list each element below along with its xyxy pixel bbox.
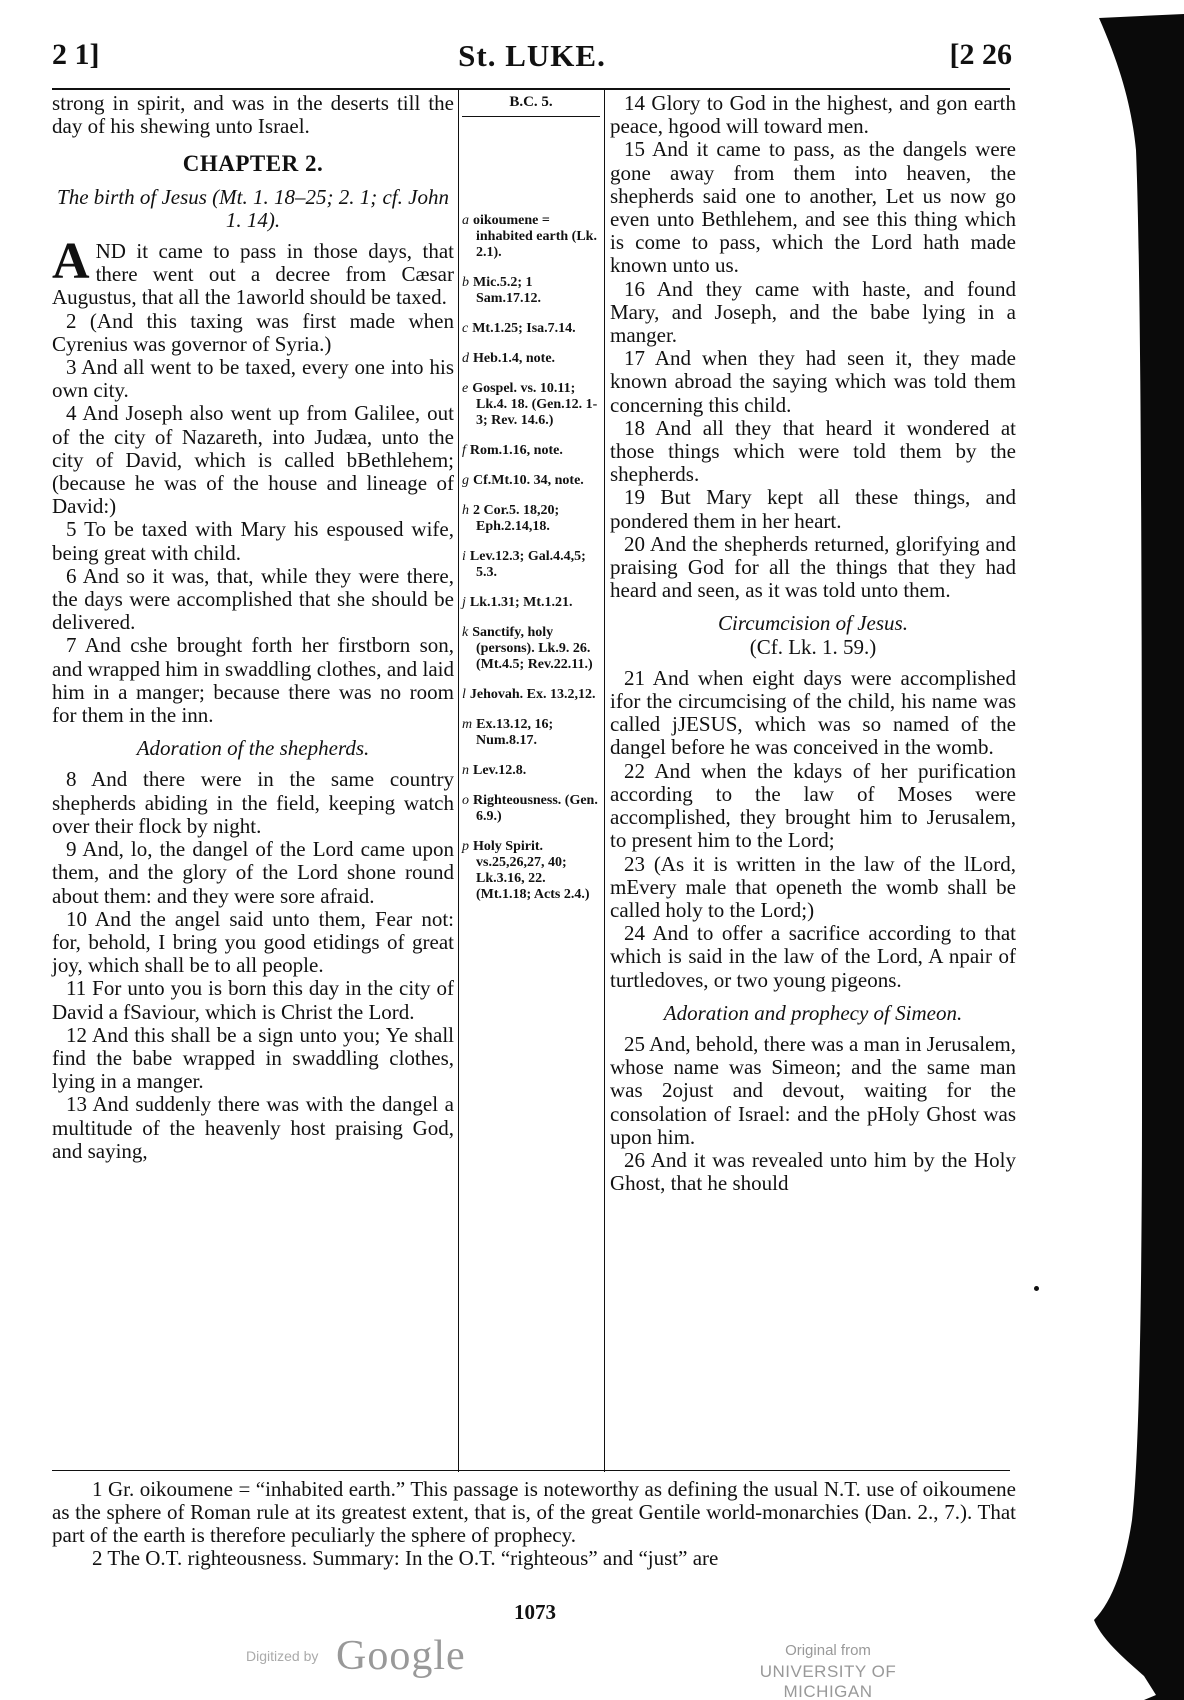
margin-note [462,549,600,581]
verse-26: 26 And it was revealed unto him by the Holy Ghost, that he should [610,1147,1016,1196]
footnote-2: 2 The O.T. righteousness. Summary: In the O.T. “righteous” and “just” are [92,1546,719,1570]
note-letter: h [462,503,469,518]
verse-5: 5 To be taxed with Mary his espoused wife, being great with child. [52,517,454,565]
margin-note [462,381,600,429]
margin-note [462,793,600,825]
verse-16: 16 And they came with haste, and found Mary, and Joseph, and the babe lying in a manger. [610,276,1016,348]
page-edge-shadow [1044,0,1184,1700]
note-text: Cf.Mt.10. 34, note. [473,473,584,488]
verse-6: 6 And so it was, that, while they were there, the days were accomplished that she should be delivered. [52,563,454,635]
verse-12: 12 And this shall be a sign unto you; Ye shall find the babe wrapped in swaddling clothes, lying in a manger. [52,1022,454,1094]
verse-1-text: ND it came to pass in those days, that there went out a decree from Cæsar Augustus, that all the 1aworld should be taxed. [52,239,454,310]
margin-note [462,839,600,903]
running-header [52,38,1012,78]
note-letter: f [462,443,466,458]
note-text: Lk.1.31; Mt.1.21. [469,595,573,610]
chapter-heading: CHAPTER 2. [182,151,324,177]
note-letter: i [462,549,466,564]
note-letter: n [462,763,469,778]
margin-note [462,503,600,535]
right-text-column [610,92,1016,1195]
verse-18: 18 And all they that heard it wondered at those things which were told them by the shepherds. [610,415,1016,487]
note-letter: b [462,275,469,290]
column-divider-left [458,90,459,1472]
note-text: Righteousness. (Gen. 6.9.) [473,793,598,824]
margin-note [462,687,600,703]
margin-note [462,275,600,307]
margin-note [462,473,600,489]
margin-note [462,625,600,673]
original-from-label: Original from [785,1642,871,1659]
note-text: Holy Spirit. vs.25,26,27, 40; Lk.3.16, 22. (Mt.1.18; Acts 2.4.) [473,839,590,902]
stray-mark [1034,1286,1039,1291]
note-letter: g [462,473,469,488]
note-letter: o [462,793,469,808]
section-heading-circumcision: Circumcision of Jesus. [718,611,908,636]
verse-8: 8 And there were in the same country shepherds abiding in the field, keeping watch over their flock by night. [52,767,454,838]
margin-note [462,443,600,459]
verse-3: 3 And all went to be taxed, every one into his own city. [52,355,454,403]
note-letter: m [462,717,473,732]
margin-date: B.C. 5. [462,92,600,117]
verse-24: 24 And to offer a sacrifice according to that which is said in the law of the Lord, A npair of turtledoves, or two young pigeons. [610,921,1016,992]
verse-15: 15 And it came to pass, as the dangels were gone away from them into heaven, the shepherds said one to another, Let us now go even unto Bethlehem, and see this thing which is come to pass, which the Lord hath made known unto us. [610,137,1016,278]
verse-continuation: strong in spirit, and was in the deserts till the day of his shewing unto Israel. [52,91,454,139]
margin-note [462,321,600,337]
margin-note [462,351,600,367]
note-letter: p [462,839,469,854]
verse-2: 2 (And this taxing was first made when Cyrenius was governor of Syria.) [52,308,454,356]
verse-1 [52,233,454,310]
note-text: oikoumene = inhabited earth (Lk. 2.1). [473,213,597,260]
note-letter: a [462,213,469,228]
footnote-1: 1 Gr. oikoumene = “inhabited earth.” This passage is noteworthy as defining the usual N.T. use of oikoumene as the sphere of Roman rule at its greatest extent, that is, of the great Gentile world-monarchies (Dan. 2., 7.). That part of the earth is therefore peculiarly the sphere of prophecy. [52,1477,1016,1547]
verse-10: 10 And the angel said unto them, Fear not: for, behold, I bring you good etidings of great joy, which shall be to all people. [52,906,454,978]
note-letter: e [462,381,469,396]
note-text: Ex.13.12, 16; Num.8.17. [476,717,554,748]
section-heading-circumcision-ref: (Cf. Lk. 1. 59.) [749,634,877,659]
left-text-column [52,92,454,1163]
note-text: Lev.12.8. [473,763,527,778]
verse-7: 7 And cshe brought forth her firstborn son, and wrapped him in swaddling clothes, and laid him in a manger; because there was no room for them in the inn. [52,633,454,728]
verse-22: 22 And when the kdays of her purification according to the law of Moses were accomplished, they brought him to Jerusalem, to present him to the Lord; [610,758,1016,853]
note-letter: k [462,625,469,640]
margin-note [462,763,600,779]
margin-references [462,92,600,917]
margin-note [462,595,600,611]
note-text: Mic.5.2; 1 Sam.17.12. [473,275,541,306]
verse-20: 20 And the shepherds returned, glorifying and praising God for all the things that they had heard and seen, as it was told unto them. [610,531,1016,603]
note-text: Jehovah. Ex. 13.2,12. [469,687,596,702]
verse-4: 4 And Joseph also went up from Galilee, out of the city of Nazareth, into Judæa, unto the city of David, which is called bBethlehem; (because he was of the house and lineage of David:) [52,401,454,519]
section-heading-birth: The birth of Jesus (Mt. 1. 18–25; 2. 1; cf. John 1. 14). [57,184,449,232]
note-letter: l [462,687,466,702]
verse-23: 23 (As it is written in the law of the lLord, mEvery male that openeth the womb shall be called holy to the Lord;) [610,851,1016,922]
digitized-by-label: Digitized by [246,1648,319,1664]
header-book-title: St. LUKE. [458,38,606,73]
verse-13: 13 And suddenly there was with the dangel a multitude of the heavenly host praising God, and saying, [52,1092,454,1163]
page-number: 1073 [514,1600,556,1624]
margin-note [462,717,600,749]
section-heading-simeon: Adoration and prophecy of Simeon. [663,1000,963,1025]
note-text: Mt.1.25; Isa.7.14. [472,321,576,336]
note-text: Lev.12.3; Gal.4.4,5; 5.3. [469,549,586,580]
note-text: Rom.1.16, note. [469,443,563,458]
verse-19: 19 But Mary kept all these things, and pondered them in her heart. [610,485,1016,533]
verse-21: 21 And when eight days were accomplished ifor the circumcising of the child, his name was called jJESUS, which was so named of the dangel before he was conceived in the womb. [610,665,1016,760]
verse-11: 11 For unto you is born this day in the city of David a fSaviour, which is Christ the Lord. [52,976,454,1024]
header-chapter-verse-right: [2 26 [949,38,1012,71]
column-divider-right [604,90,605,1472]
margin-note [462,213,600,261]
footnote-rule [52,1470,1010,1471]
footnotes [52,1478,1016,1570]
header-rule [52,88,1010,90]
institution-label: UNIVERSITY OF MICHIGAN [759,1662,897,1700]
header-chapter-verse-left: 2 1] [52,38,100,71]
verse-14: 14 Glory to God in the highest, and gon earth peace, hgood will toward men. [610,91,1016,139]
google-logo: Google [336,1633,466,1679]
note-letter: j [462,595,466,610]
note-text: Heb.1.4, note. [473,351,556,366]
drop-cap: A [52,233,90,291]
verse-25: 25 And, behold, there was a man in Jerusalem, whose name was Simeon; and the same man was 2ojust and devout, waiting for the consolation of Israel: and the pHoly Ghost was upon him. [610,1031,1016,1149]
verse-9: 9 And, lo, the dangel of the Lord came upon them, and the glory of the Lord shone round about them: and they were sore afraid. [52,837,454,908]
note-text: Sanctify, holy (persons). Lk.9. 26. (Mt.4.5; Rev.22.11.) [472,625,593,672]
note-text: 2 Cor.5. 18,20; Eph.2.14,18. [473,503,560,534]
note-letter: d [462,351,469,366]
verse-17: 17 And when they had seen it, they made known abroad the saying which was told them concerning this child. [610,346,1016,417]
note-text: Gospel. vs. 10.11; Lk.4. 18. (Gen.12. 1-3; Rev. 14.6.) [472,381,598,428]
section-heading-shepherds: Adoration of the shepherds. [136,736,370,761]
note-letter: c [462,321,469,336]
